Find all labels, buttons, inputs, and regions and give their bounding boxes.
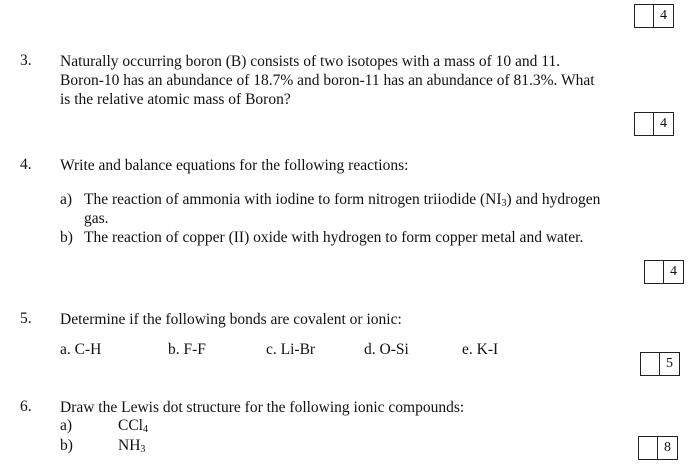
question-5-prompt: Determine if the following bonds are covalent or ionic: <box>60 311 402 328</box>
question-5-option-e: e. K-I <box>462 341 499 358</box>
question-6a-formula-text: CCl <box>118 417 143 434</box>
mark-box-4 <box>640 352 680 376</box>
mark-box-2 <box>634 112 674 136</box>
mark-box-value: 4 <box>670 264 677 279</box>
question-6a-formula <box>118 416 148 435</box>
mark-box-value: 4 <box>660 8 667 23</box>
mark-box-blank <box>635 113 654 135</box>
question-4a-line-1 <box>84 190 600 209</box>
question-4b-text: The reaction of copper (II) oxide with hydrogen to form copper metal and water. <box>84 229 584 246</box>
question-5-option-b: b. F-F <box>168 341 206 358</box>
question-5-number: 5. <box>20 310 32 327</box>
question-6b-label: b) <box>60 437 73 454</box>
question-4a-text-start: The reaction of ammonia with iodine to form nitrogen triiodide (NI <box>84 191 502 208</box>
question-4a-subscript: 3 <box>501 198 507 209</box>
question-4a-line-2: gas. <box>84 210 109 227</box>
mark-box-blank <box>639 437 658 459</box>
mark-box-blank <box>641 353 660 375</box>
mark-box-1 <box>634 4 674 28</box>
question-6-number: 6. <box>20 398 32 415</box>
question-4-prompt: Write and balance equations for the following reactions: <box>60 157 409 174</box>
question-5-option-c: c. Li-Br <box>266 341 316 358</box>
mark-box-blank <box>635 5 654 27</box>
question-5-option-a: a. C-H <box>60 341 102 358</box>
question-6a-label: a) <box>60 417 73 434</box>
mark-box-blank <box>645 261 664 283</box>
mark-box-value: 8 <box>664 440 671 455</box>
question-3-line-2: Boron-10 has an abundance of 18.7% and boron-11 has an abundance of 81.3%. What <box>60 72 595 89</box>
question-4a-text-end: ) and hydrogen <box>506 191 601 208</box>
question-4a-label: a) <box>60 191 73 208</box>
mark-box-value: 4 <box>660 116 667 131</box>
mark-box-3 <box>644 260 684 284</box>
question-3-number: 3. <box>20 52 32 69</box>
mark-box-5 <box>638 436 678 460</box>
question-6a-subscript: 4 <box>142 424 148 435</box>
mark-box-value: 5 <box>666 356 673 371</box>
question-6-prompt: Draw the Lewis dot structure for the following ionic compounds: <box>60 399 465 416</box>
question-6b-subscript: 3 <box>140 444 146 455</box>
question-3-line-1: Naturally occurring boron (B) consists of two isotopes with a mass of 10 and 11. <box>60 53 561 70</box>
question-4-number: 4. <box>20 156 32 173</box>
question-6b-formula <box>118 436 145 455</box>
question-4b-label: b) <box>60 229 73 246</box>
question-6b-formula-text: NH <box>118 437 141 454</box>
question-3-line-3: is the relative atomic mass of Boron? <box>60 91 291 108</box>
question-5-option-d: d. O-Si <box>364 341 409 358</box>
